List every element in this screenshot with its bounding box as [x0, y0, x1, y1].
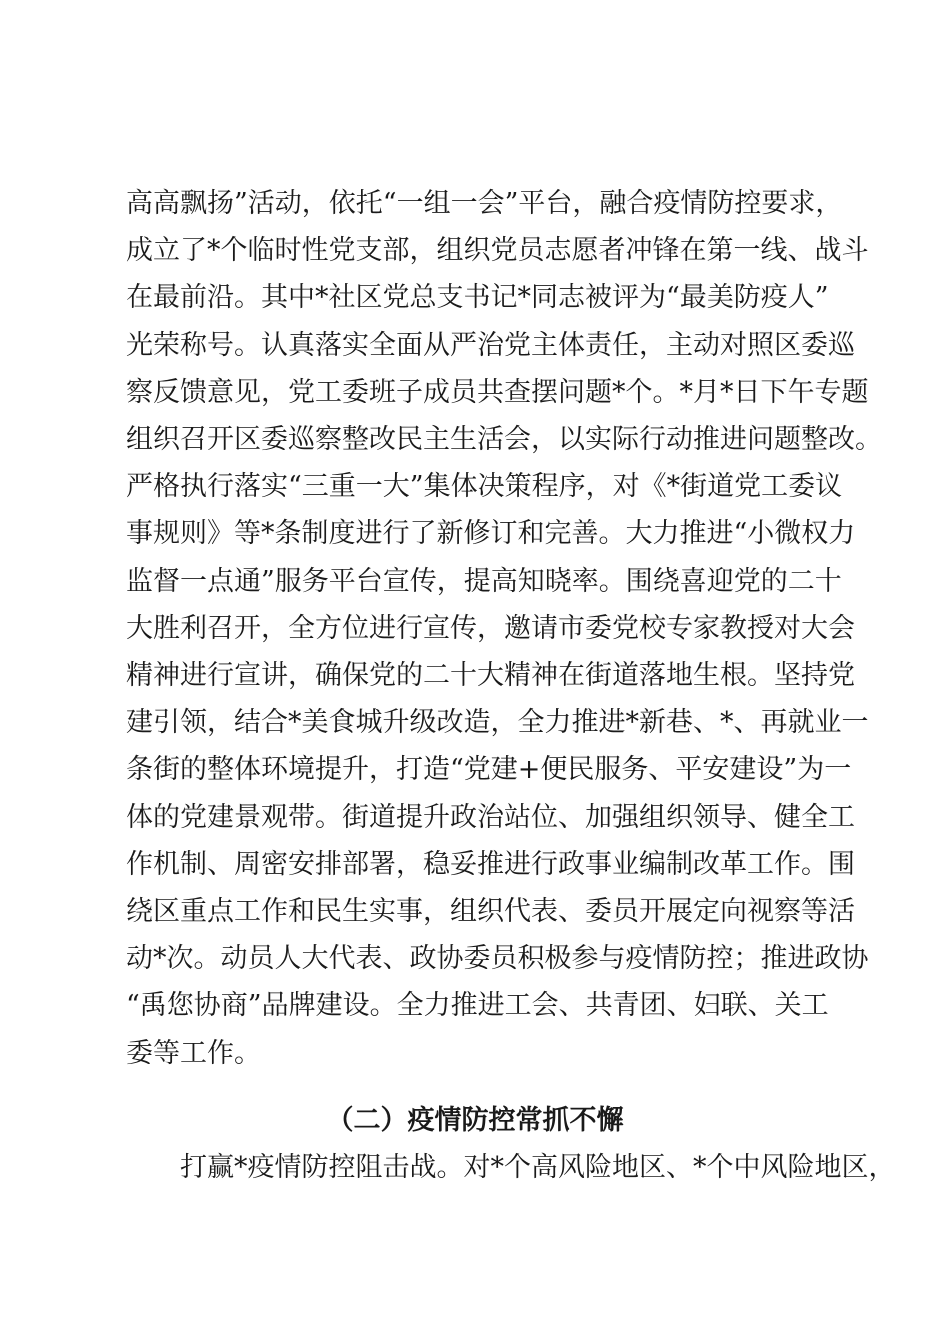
text-line: 察反馈意见，党工委班子成员共查摆问题*个。*月*日下午专题: [126, 376, 869, 408]
text-line: 事规则》等*条制度进行了新修订和完善。大力推进“小微权力: [126, 518, 856, 550]
text-line: 组织召开区委巡察整改民主生活会，以实际行动推进问题整改。: [126, 424, 882, 455]
text-line: 大胜利召开，全方位进行宣传，邀请市委党校专家教授对大会: [126, 612, 855, 644]
text-line: 在最前沿。其中*社区党总支书记*同志被评为“最美防疫人”: [126, 282, 829, 314]
text-line: 精神进行宣讲，确保党的二十大精神在街道落地生根。坚持党: [126, 660, 855, 691]
text-line: 条街的整体环境提升，打造“党建+便民服务、平安建设”为一: [126, 754, 852, 786]
text-line: 严格执行落实“三重一大”集体决策程序，对《*街道党工委议: [126, 471, 843, 503]
text-line: 成立了*个临时性党支部，组织党员志愿者冲锋在第一线、战斗: [126, 235, 869, 267]
text-line: 委等工作。: [126, 1037, 261, 1069]
text-line: 动*次。动员人大代表、政协委员积极参与疫情防控；推进政协: [126, 943, 869, 975]
section-heading: （二）疫情防控常抓不懈: [326, 1104, 624, 1136]
text-line: 高高飘扬”活动，依托“一组一会”平台，融合疫情防控要求，: [126, 188, 843, 219]
text-line: 监督一点通”服务平台宣传，提高知晓率。围绕喜迎党的二十: [126, 565, 842, 597]
text-line: 建引领，结合*美食城升级改造，全力推进*新巷、*、再就业一: [126, 707, 869, 739]
text-line: 绕区重点工作和民生实事，组织代表、委员开展定向视察等活: [126, 896, 855, 927]
text-line: 体的党建景观带。街道提升政治站位、加强组织领导、健全工: [126, 801, 855, 833]
text-line: 打赢*疫情防控阻击战。对*个高风险地区、*个中风险地区，: [180, 1152, 896, 1183]
text-line: 作机制、周密安排部署，稳妥推进行政事业编制改革工作。围: [126, 848, 855, 880]
text-line: 光荣称号。认真落实全面从严治党主体责任，主动对照区委巡: [126, 329, 855, 361]
text-line: “禹您协商”品牌建设。全力推进工会、共青团、妇联、关工: [126, 990, 829, 1022]
